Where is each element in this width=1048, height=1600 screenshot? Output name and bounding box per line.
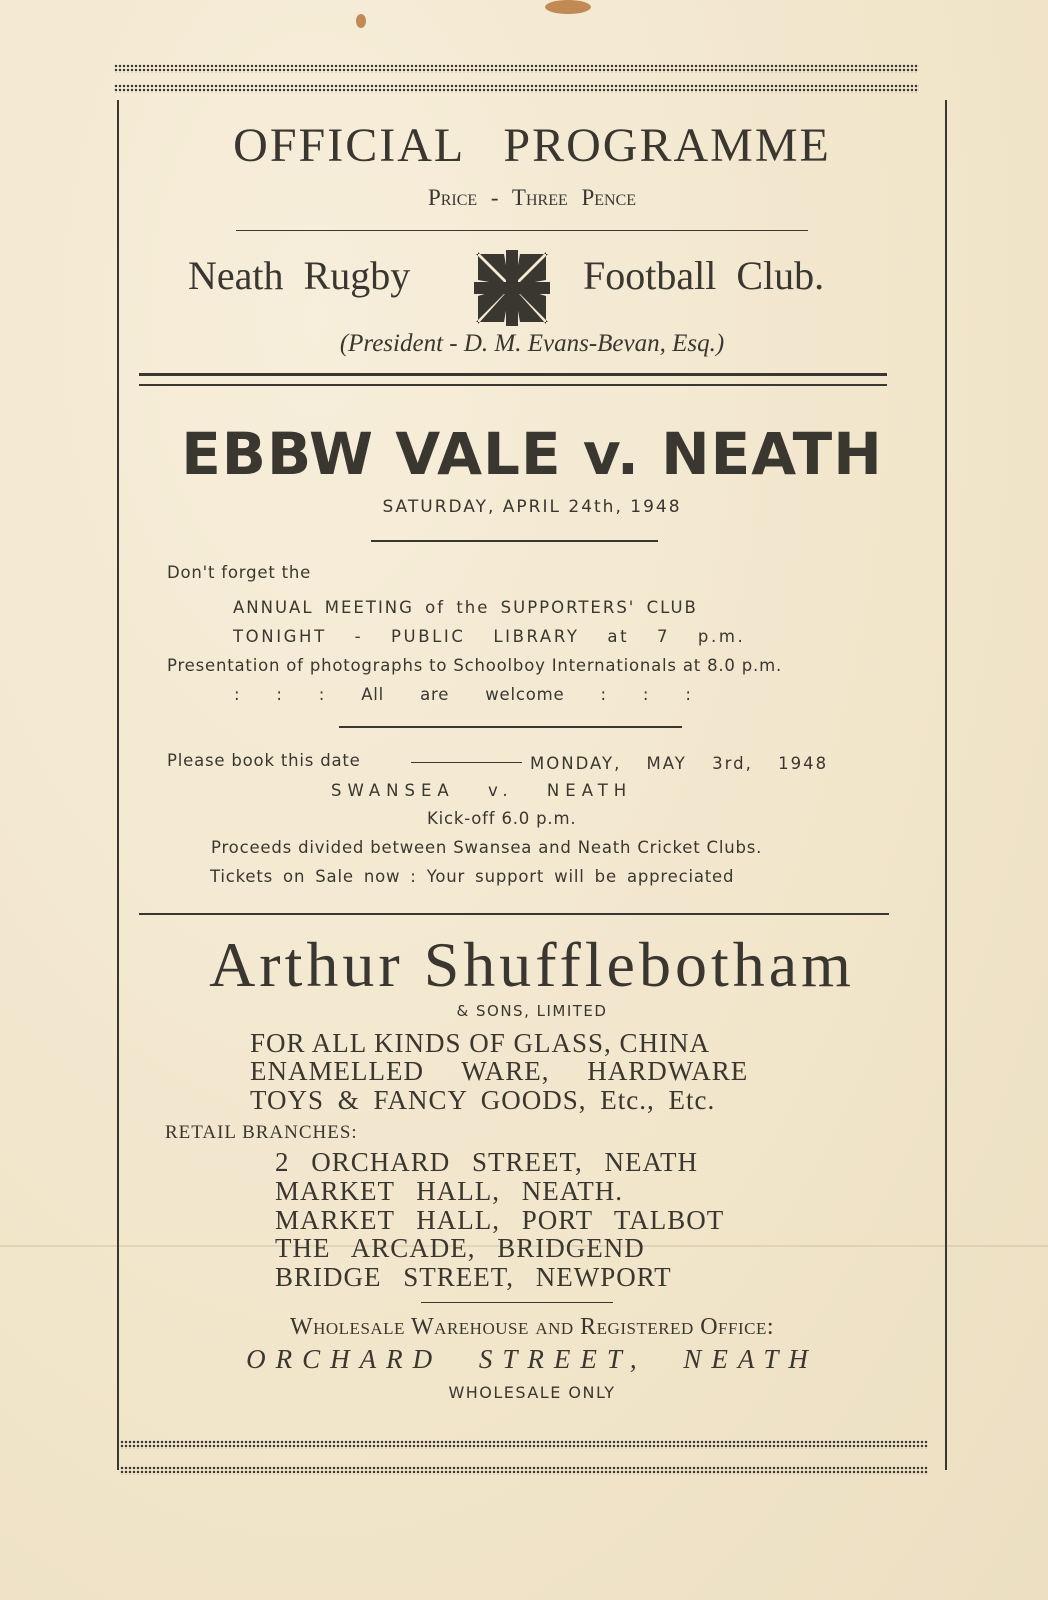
divider <box>236 230 808 231</box>
notice-line: TONIGHT - PUBLIC LIBRARY at 7 p.m. <box>233 627 746 646</box>
top-border-band <box>114 84 919 93</box>
booking-kickoff: Kick-off 6.0 p.m. <box>427 809 577 828</box>
booking-date: MONDAY, MAY 3rd, 1948 <box>530 754 829 773</box>
fixture-title: EBBW VALE v. NEATH <box>181 420 883 488</box>
wholesale-only: WHOLESALE ONLY <box>448 1383 616 1402</box>
programme-title: OFFICIAL PROGRAMME <box>233 119 831 172</box>
divider <box>421 1302 613 1303</box>
divider <box>371 540 658 542</box>
booking-match: SWANSEA v. NEATH <box>331 781 633 800</box>
branch-item: BRIDGE STREET, NEWPORT <box>275 1262 672 1292</box>
branch-item: THE ARCADE, BRIDGEND <box>275 1233 645 1263</box>
branch-item: MARKET HALL, PORT TALBOT <box>275 1205 725 1235</box>
club-name-right: Football Club. <box>583 253 825 298</box>
branch-item: MARKET HALL, NEATH. <box>275 1176 623 1206</box>
programme-price: Price - Three Pence <box>427 185 637 210</box>
wholesale-address: ORCHARD STREET, NEATH <box>246 1344 818 1374</box>
divider <box>139 913 889 915</box>
fixture-date: SATURDAY, APRIL 24th, 1948 <box>382 497 682 517</box>
divider <box>339 726 682 728</box>
notice-line: Presentation of photographs to Schoolboy Internationals at 8.0 p.m. <box>167 656 783 675</box>
club-name-left: Neath Rugby <box>188 253 411 298</box>
branch-item: 2 ORCHARD STREET, NEATH <box>275 1147 699 1177</box>
booking-tickets: Tickets on Sale now : Your support will be appreciated <box>210 867 735 886</box>
goods-line: FOR ALL KINDS OF GLASS, CHINA <box>250 1028 711 1058</box>
wholesale-label: Wholesale Warehouse and Registered Office: <box>289 1314 775 1340</box>
double-rule <box>139 384 887 386</box>
booking-dash <box>411 762 522 763</box>
notice-line: Don't forget the <box>167 563 312 582</box>
paper-stain <box>545 0 591 14</box>
goods-line: TOYS & FANCY GOODS, Etc., Etc. <box>250 1085 716 1115</box>
booking-proceeds: Proceeds divided between Swansea and Neath Cricket Clubs. <box>211 838 763 857</box>
retail-label: RETAIL BRANCHES: <box>165 1122 358 1143</box>
advertiser-subtitle: & SONS, LIMITED <box>456 1002 608 1020</box>
booking-lead: Please book this date <box>167 751 361 770</box>
paper-stain <box>356 14 366 28</box>
notice-line: : : : All are welcome : : : <box>234 685 692 704</box>
advertiser-name: Arthur Shufflebotham <box>209 929 855 1000</box>
double-rule <box>139 373 887 376</box>
maltese-cross-icon <box>470 246 554 330</box>
goods-line: ENAMELLED WARE, HARDWARE <box>250 1056 749 1086</box>
top-border-band <box>114 64 919 73</box>
notice-line: ANNUAL MEETING of the SUPPORTERS' CLUB <box>233 598 698 617</box>
club-president: (President - D. M. Evans-Bevan, Esq.) <box>339 330 725 357</box>
